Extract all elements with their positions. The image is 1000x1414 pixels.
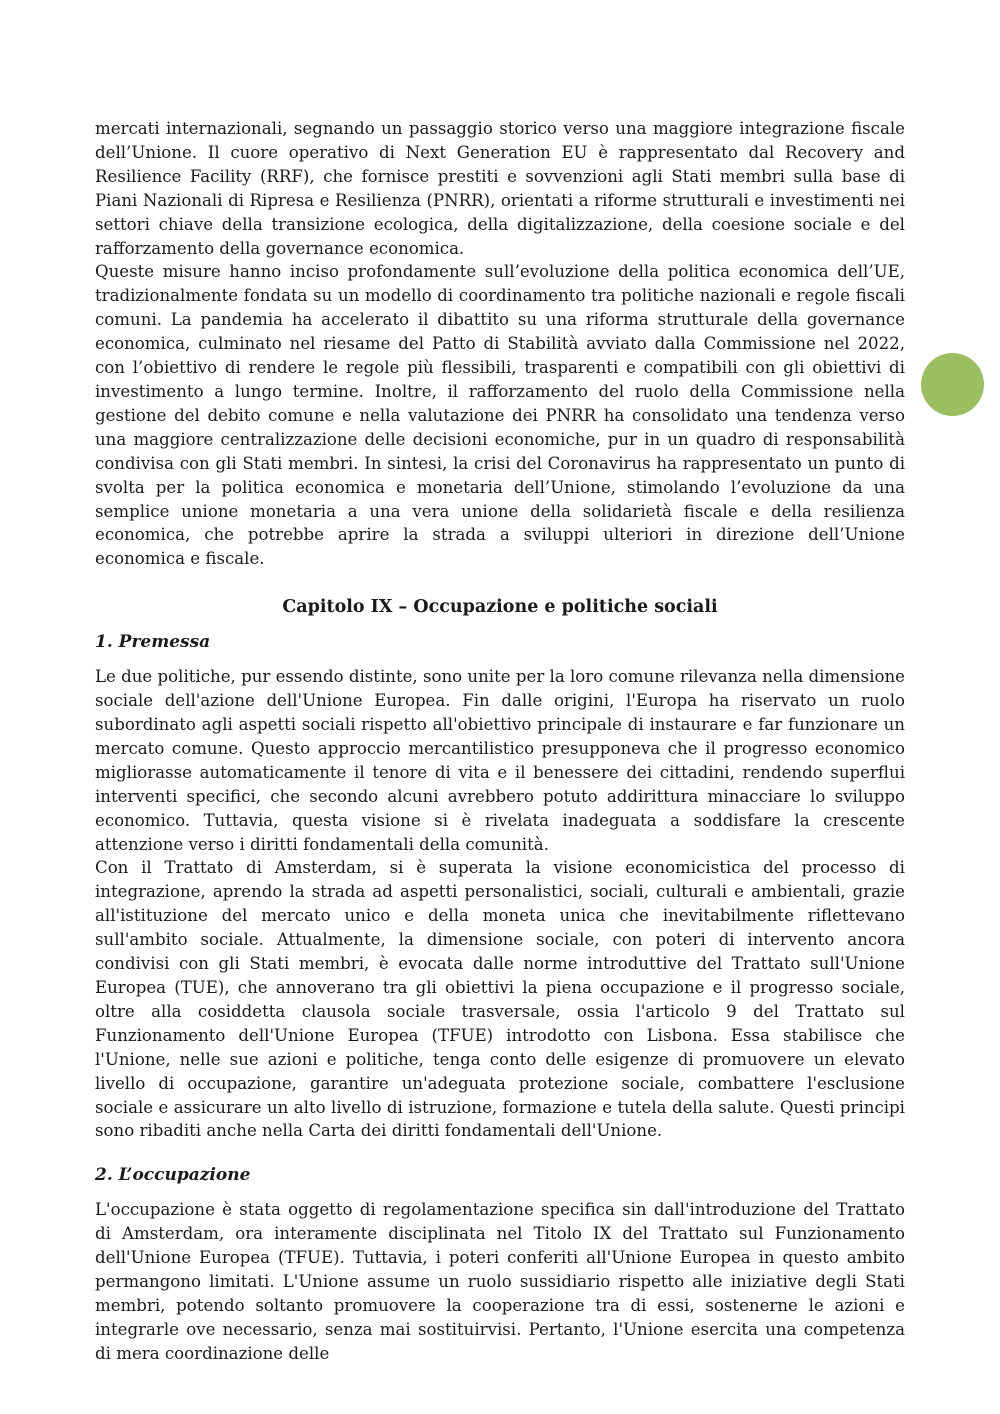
document-page	[95, 117, 905, 1366]
intro-paragraph-2: Queste misure hanno inciso profondamente sull’evoluzione della politica economica dell’UE, tradizionalmente fondata su un modello di coordinamento tra politiche nazionali e regole fiscali comuni. La pandemia ha accelerato il dibattito su una riforma strutturale della governance economica, culminato nel riesame del Patto di Stabilità avviato dalla Commissione nel 2022, con l’obiettivo di rendere le regole più flessibili, trasparenti e compatibili con gli obiettivi di investimento a lungo termine. Inoltre, il rafforzamento del ruolo della Commissione nella gestione del debito comune e nella valutazione dei PNRR ha consolidato una tendenza verso una maggiore centralizzazione delle decisioni economiche, pur in un quadro di responsabilità condivisa con gli Stati membri. In sintesi, la crisi del Coronavirus ha rappresentato un punto di svolta per la politica economica e monetaria dell’Unione, stimolando l’evoluzione da una semplice unione monetaria a una vera unione della solidarietà fiscale e della resilienza economica, che potrebbe aprire la strada a sviluppi ulteriori in direzione dell’Unione economica e fiscale.	[95, 262, 905, 569]
premessa-paragraph-1: Le due politiche, pur essendo distinte, sono unite per la loro comune rilevanza nella dimensione sociale dell'azione dell'Unione Europea. Fin dalle origini, l'Europa ha riservato un ruolo subordinato agli aspetti sociali rispetto all'obiettivo principale di instaurare e far funzionare un mercato comune. Questo approccio mercantilistico presupponeva che il progresso economico migliorasse automaticamente il tenore di vita e il benessere dei cittadini, rendendo superflui interventi specifici, che secondo alcuni avrebbero potuto addirittura minacciare lo sviluppo economico. Tuttavia, questa visione si è rivelata inadeguata a soddisfare la crescente attenzione verso i diritti fondamentali della comunità.	[95, 667, 905, 854]
green-circle-tab-marker	[921, 353, 984, 416]
section-title-occupazione: 2. L’occupazione	[95, 1165, 251, 1186]
occupazione-paragraph-1: L'occupazione è stata oggetto di regolamentazione specifica sin dall'introduzione del Trattato di Amsterdam, ora interamente disciplinata nel Titolo IX del Trattato sul Funzionamento dell'Unione Europea (TFUE). Tuttavia, i poteri conferiti all'Unione Europea in questo ambito permangono limitati. L'Unione assume un ruolo sussidiario rispetto alle iniziative degli Stati membri, potendo soltanto promuovere la cooperazione tra di essi, sostenerne le azioni e integrarle ove necessario, senza mai sostituirvisi. Pertanto, l'Unione esercita una competenza di mera coordinazione delle	[95, 1200, 905, 1363]
intro-paragraph-1: mercati internazionali, segnando un passaggio storico verso una maggiore integrazione fiscale dell’Unione. Il cuore operativo di Next Generation EU è rappresentato dal Recovery and Resilience Facility (RRF), che fornisce prestiti e sovvenzioni agli Stati membri sulla base di Piani Nazionali di Ripresa e Resilienza (PNRR), orientati a riforme strutturali e investimenti nei settori chiave della transizione ecologica, della digitalizzazione, della coesione sociale e del rafforzamento della governance economica.	[95, 119, 905, 258]
section-title-premessa: 1. Premessa	[95, 632, 211, 653]
premessa-paragraph-2: Con il Trattato di Amsterdam, si è superata la visione economicistica del processo di integrazione, aprendo la strada ad aspetti personalistici, sociali, culturali e ambientali, grazie all'istituzione del mercato unico e della moneta unica che inevitabilmente riflettevano sull'ambito sociale. Attualmente, la dimensione sociale, con poteri di intervento ancora condivisi con gli Stati membri, è evocata dalle norme introduttive del Trattato sull'Unione Europea (TUE), che annoverano tra gli obiettivi la piena occupazione e il progresso sociale, oltre alla cosiddetta clausola sociale trasversale, ossia l'articolo 9 del Trattato sul Funzionamento dell'Unione Europea (TFUE) introdotto con Lisbona. Essa stabilisce che l'Unione, nelle sue azioni e politiche, tenga conto delle esigenze di promuovere un elevato livello di occupazione, garantire un'adeguata protezione sociale, combattere l'esclusione sociale e assicurare un alto livello di istruzione, formazione e tutela della salute. Questi principi sono ribaditi anche nella Carta dei diritti fondamentali dell'Unione.	[95, 858, 905, 1141]
chapter-title: Capitolo IX – Occupazione e politiche sociali	[282, 597, 718, 618]
